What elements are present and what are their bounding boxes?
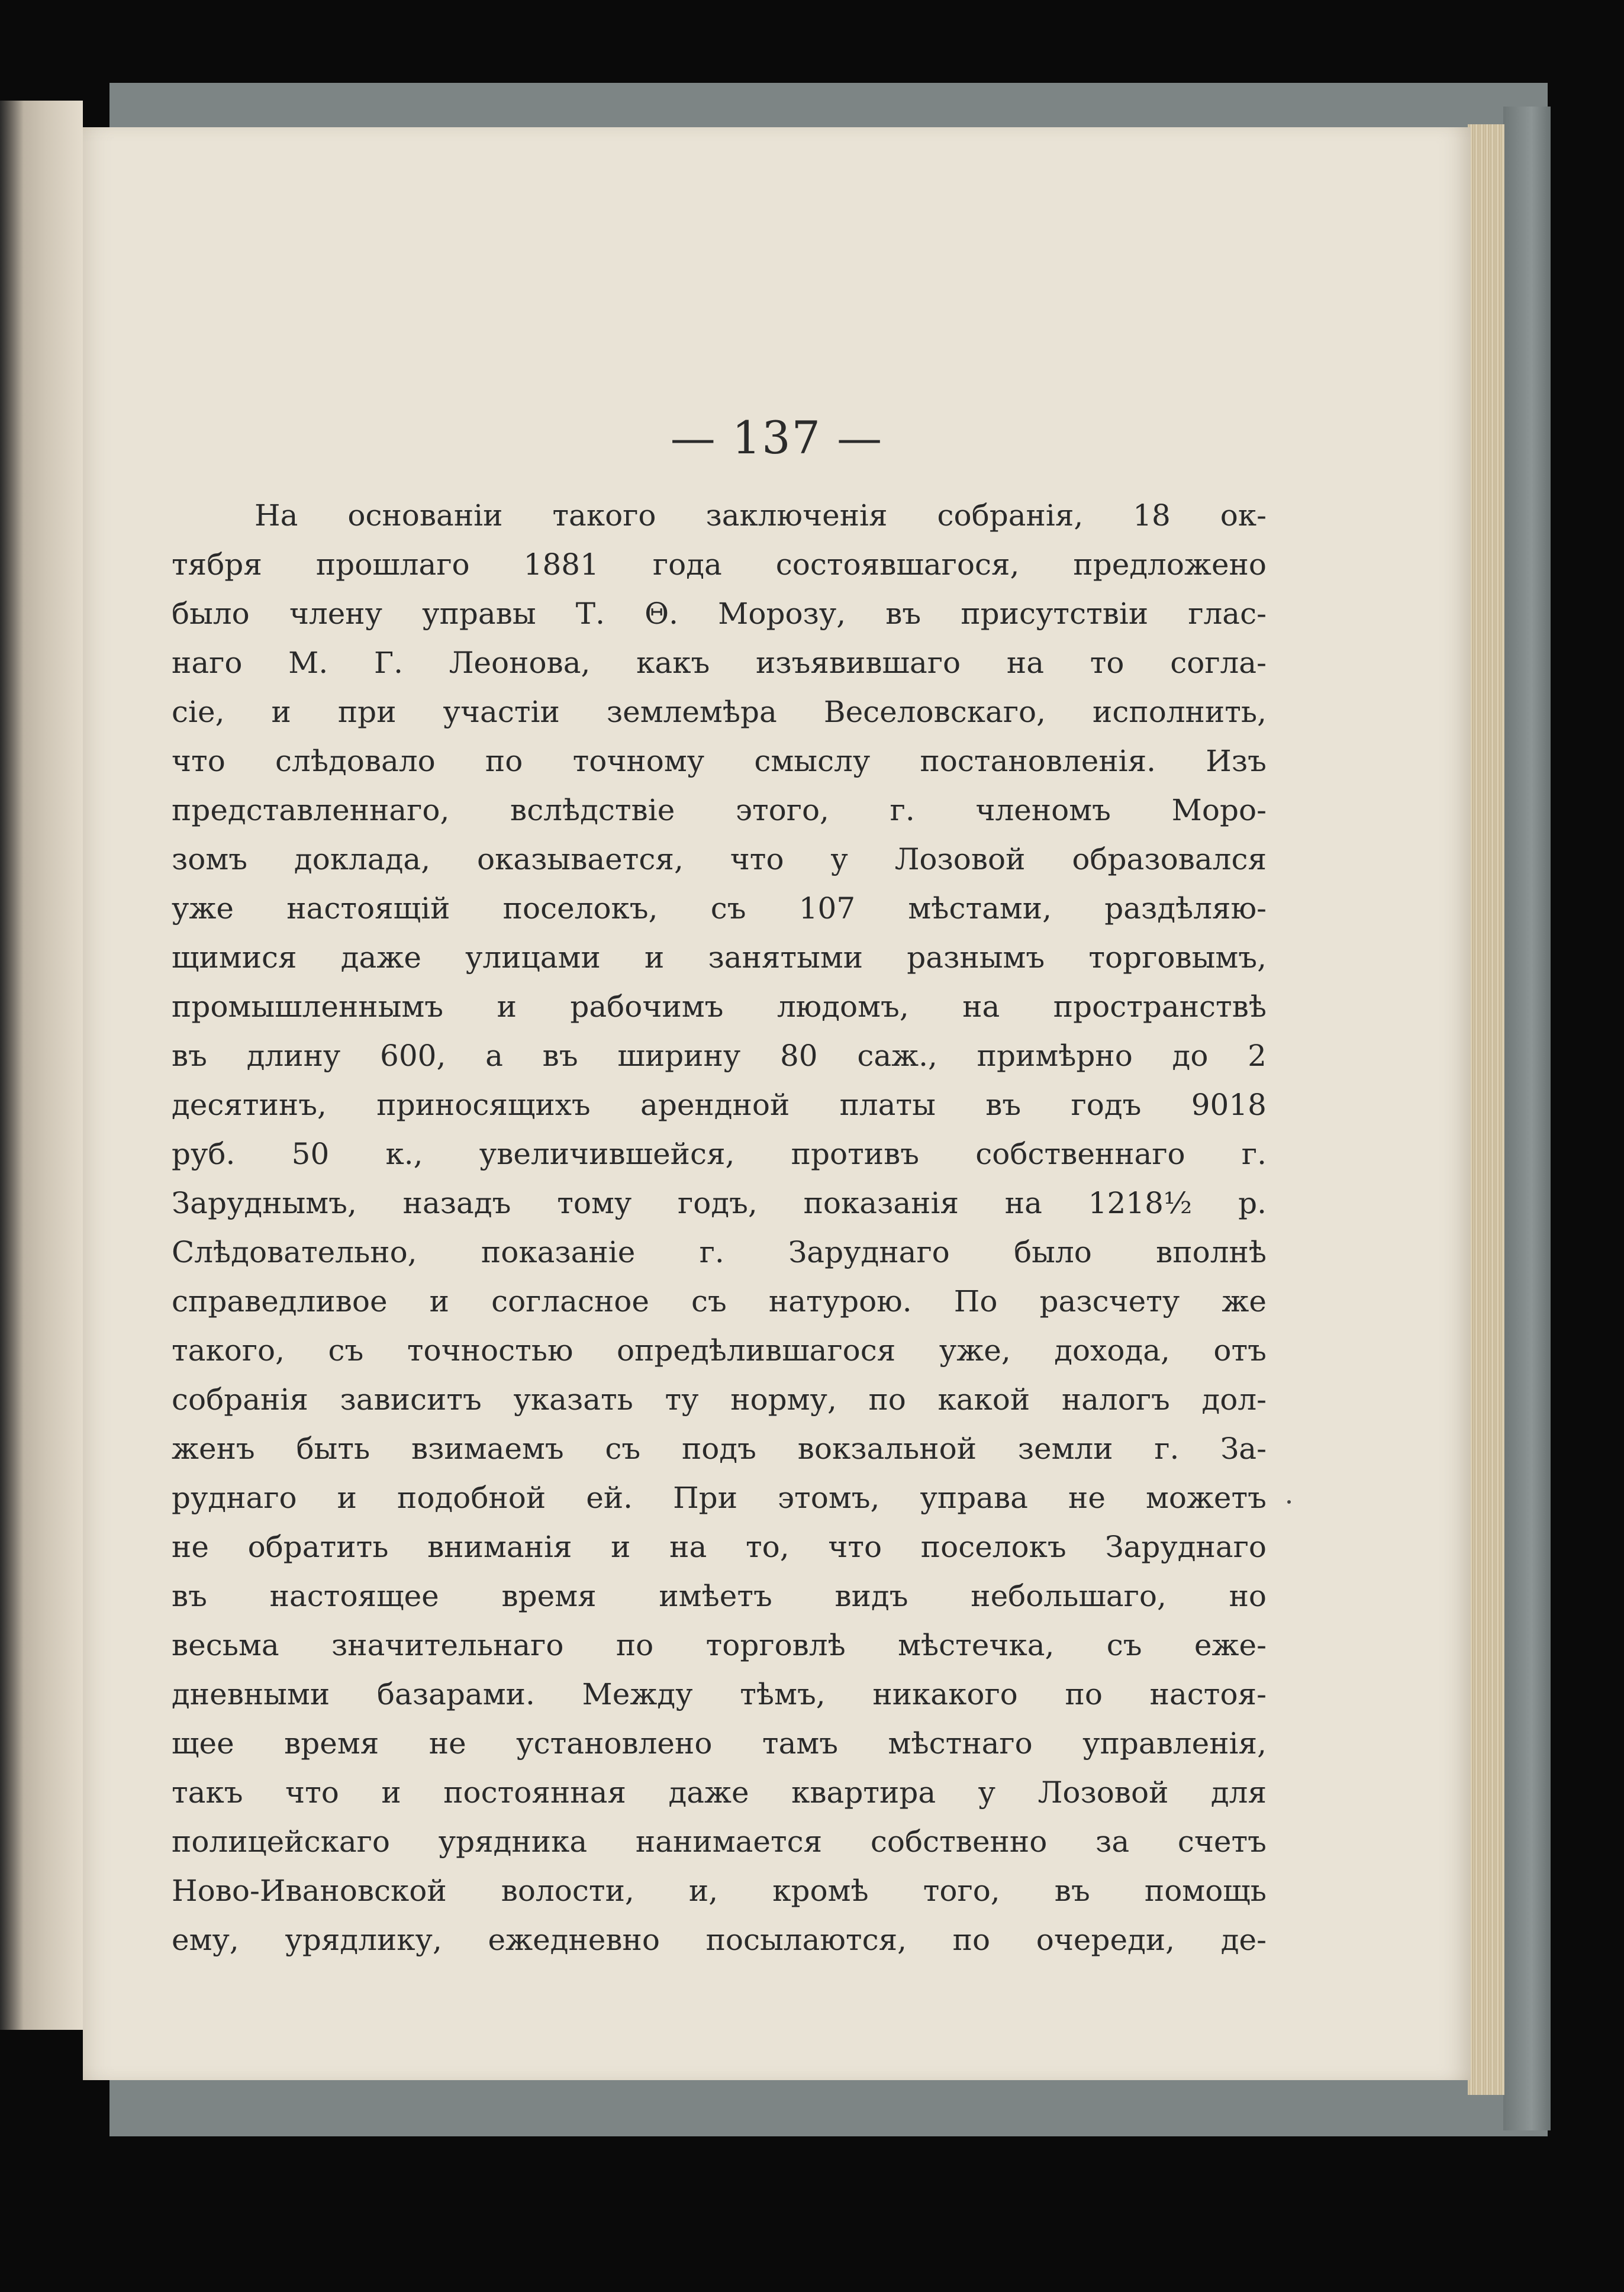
text-line: щимися даже улицами и занятыми разнымъ торговымъ, — [172, 940, 1267, 975]
text-line: Слѣдовательно, показаніе г. Зaруднаго было вполнѣ — [172, 1235, 1267, 1269]
text-line: тября прошлаго 1881 года состоявшагося, предложено — [172, 547, 1267, 582]
text-line: было члену управы Т. Θ. Морозу, въ присутствіи глас- — [172, 597, 1267, 631]
text-line: Ново-Ивановской волости, и, кромѣ того, въ помощь — [172, 1874, 1267, 1908]
text-line: въ настоящее время имѣетъ видъ небольшаго, но — [172, 1579, 1267, 1613]
text-line: Заруднымъ, назадъ тому годъ, показанія на 1218½ р. — [172, 1186, 1267, 1220]
text-line: На основаніи такого заключенія собранія, 18 ок- — [254, 498, 1267, 533]
text-line: руб. 50 к., увеличившейся, противъ собственнаго г. — [172, 1137, 1267, 1171]
text-line: женъ быть взимаемъ съ подъ вокзальной земли г. За- — [172, 1432, 1267, 1466]
text-line: такого, съ точностью опредѣлившагося уже, дохода, отъ — [172, 1333, 1267, 1368]
text-line: щее время не установлено тамъ мѣстнаго управленія, — [172, 1726, 1267, 1761]
text-line: ему, урядлику, ежедневно посылаются, по очереди, де- — [172, 1923, 1267, 1957]
text-line: справедливое и согласное съ натурою. По разсчету же — [172, 1284, 1267, 1319]
text-line: промышленнымъ и рабочимъ людомъ, на пространствѣ — [172, 989, 1267, 1024]
page-body-text — [172, 491, 1267, 1965]
text-line: представленнаго, вслѣдствіе этого, г. членомъ Моро- — [172, 793, 1267, 827]
text-line: дневными базарами. Между тѣмъ, никакого по настоя- — [172, 1677, 1267, 1711]
text-line: зомъ доклада, оказывается, что у Лозовой образовался — [172, 842, 1267, 876]
text-line: весьма значительнаго по торговлѣ мѣстечка, съ еже- — [172, 1628, 1267, 1662]
text-line: собранія зависитъ указать ту норму, по какой налогъ дол- — [172, 1382, 1267, 1417]
text-line: сіе, и при участіи землемѣра Веселовскаго, исполнить, — [172, 695, 1267, 729]
page-stack-edge — [1468, 124, 1504, 2095]
text-line: полицейскаго урядника нанимается собственно за счетъ — [172, 1824, 1267, 1859]
binding-shadow — [0, 101, 24, 2030]
text-line: такъ что и постоянная даже квартира у Лозовой для — [172, 1775, 1267, 1810]
ink-speck — [1287, 1500, 1291, 1504]
cover-edge — [1503, 107, 1551, 2130]
text-line: наго М. Г. Леонова, какъ изъявившаго на то согла- — [172, 646, 1267, 680]
text-line: въ длину 600, а въ ширину 80 саж., примѣрно до 2 — [172, 1039, 1267, 1073]
page-number: — 137 — — [670, 411, 884, 464]
text-line: десятинъ, приносящихъ арендной платы въ годъ 9018 — [172, 1088, 1267, 1122]
text-line: не обратить вниманія и на то, что поселокъ Зaруднаго — [172, 1530, 1267, 1564]
text-line: уже настоящій поселокъ, съ 107 мѣстами, раздѣляю- — [172, 891, 1267, 926]
text-line: руднаго и подобной ей. При этомъ, управа не можетъ — [172, 1481, 1267, 1515]
text-line: что слѣдовало по точному смыслу постановленія. Изъ — [172, 744, 1267, 778]
book-page — [83, 127, 1471, 2080]
